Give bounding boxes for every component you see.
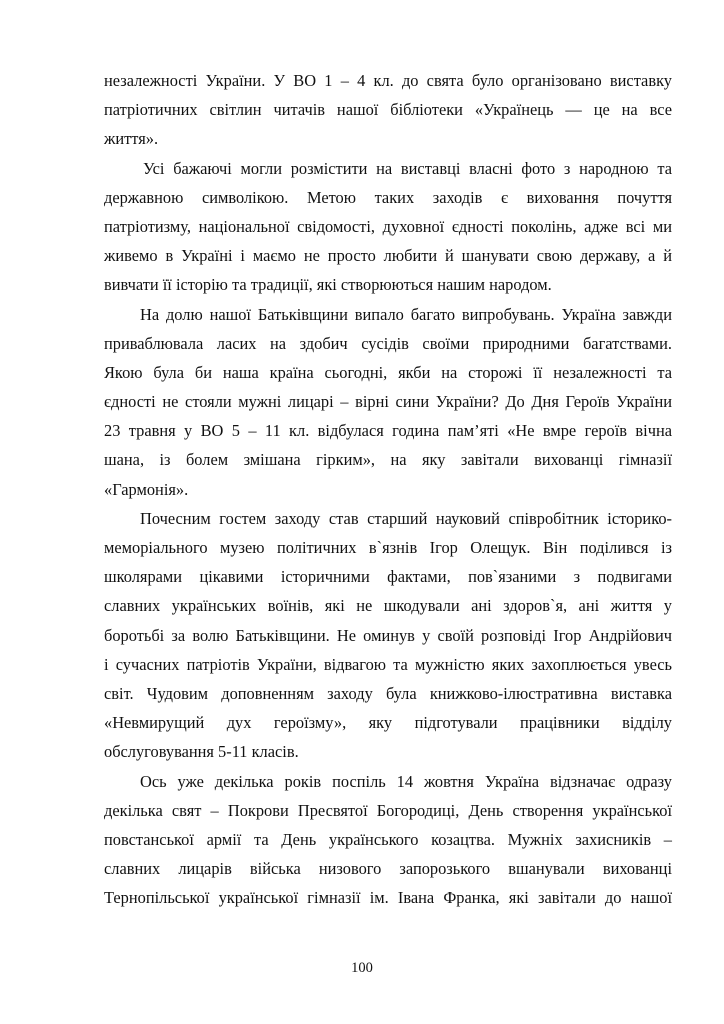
text-line: «Гармонія». [104, 479, 189, 499]
text-line: славних українських воїнів, які не шкодували ані здоров`я, ані життя у [104, 596, 672, 616]
text-line: На долю нашої Батьківщини випало багато випробувань. Україна завжди [140, 304, 672, 324]
body-text [104, 66, 672, 912]
text-line: єдності не стояли мужні лицарі – вірні сини України? До Дня Героїв України [104, 392, 672, 412]
text-line: Тернопільської української гімназії ім. Івана Франка, які завітали до нашої [104, 888, 672, 908]
text-line: 23 травня у ВО 5 – 11 кл. відбулася година пам’яті «Не вмре героїв вічна [104, 421, 672, 441]
text-line: школярами цікавими історичними фактами, пов`язаними з подвигами [104, 567, 672, 587]
text-line: Якою була би наша країна сьогодні, якби на сторожі її незалежності та [104, 362, 672, 382]
text-line: обслуговування 5-11 класів. [104, 742, 299, 762]
text-line: життя». [104, 129, 159, 149]
text-line: вивчати її історію та традиції, які створюються нашим народом. [104, 275, 552, 295]
text-line: шана, із болем змішана гірким», на яку завітали вихованці гімназії [104, 450, 672, 470]
text-line: декілька свят – Покрови Пресвятої Богородиці, День створення української [104, 800, 672, 820]
text-line: Почесним гостем заходу став старший науковий співробітник історико- [140, 508, 672, 528]
text-line: «Невмирущий дух героїзму», яку підготували працівники відділу [104, 713, 672, 733]
text-line: світ. Чудовим доповненням заходу була книжково-ілюстративна виставка [104, 683, 672, 703]
text-line: незалежності України. У ВО 1 – 4 кл. до свята було організовано виставку [104, 71, 672, 90]
text-line: живемо в Україні і маємо не просто любити й шанувати свою державу, а й [104, 246, 672, 266]
text-line: Усі бажаючі могли розмістити на виставці власні фото з народною та [143, 158, 672, 178]
text-line: патріотизму, національної свідомості, духовної єдності поколінь, адже всі ми [104, 216, 672, 236]
text-line: державною символікою. Метою таких заходів є виховання почуття [104, 187, 672, 207]
text-line: патріотичних світлин читачів нашої бібліотеки «Українець — це на все [104, 100, 672, 120]
text-line: славних лицарів війська низового запорозького вшанували вихованці [104, 859, 672, 879]
text-line: повстанської армії та День українського козацтва. Мужніх захисників – [104, 829, 672, 849]
text-line: боротьбі за волю Батьківщини. Не оминув у своїй розповіді Ігор Андрійович [104, 625, 672, 645]
page-number: 100 [351, 960, 373, 976]
text-line: Ось уже декілька років поспіль 14 жовтня Україна відзначає одразу [140, 771, 672, 791]
text-line: і сучасних патріотів України, відвагою та мужністю яких захоплюється увесь [104, 654, 672, 674]
text-line: приваблювала ласих на здобич сусідів своїми природними багатствами. [104, 333, 672, 353]
text-line: меморіального музею політичних в`язнів Ігор Олещук. Він поділився із [104, 538, 672, 557]
